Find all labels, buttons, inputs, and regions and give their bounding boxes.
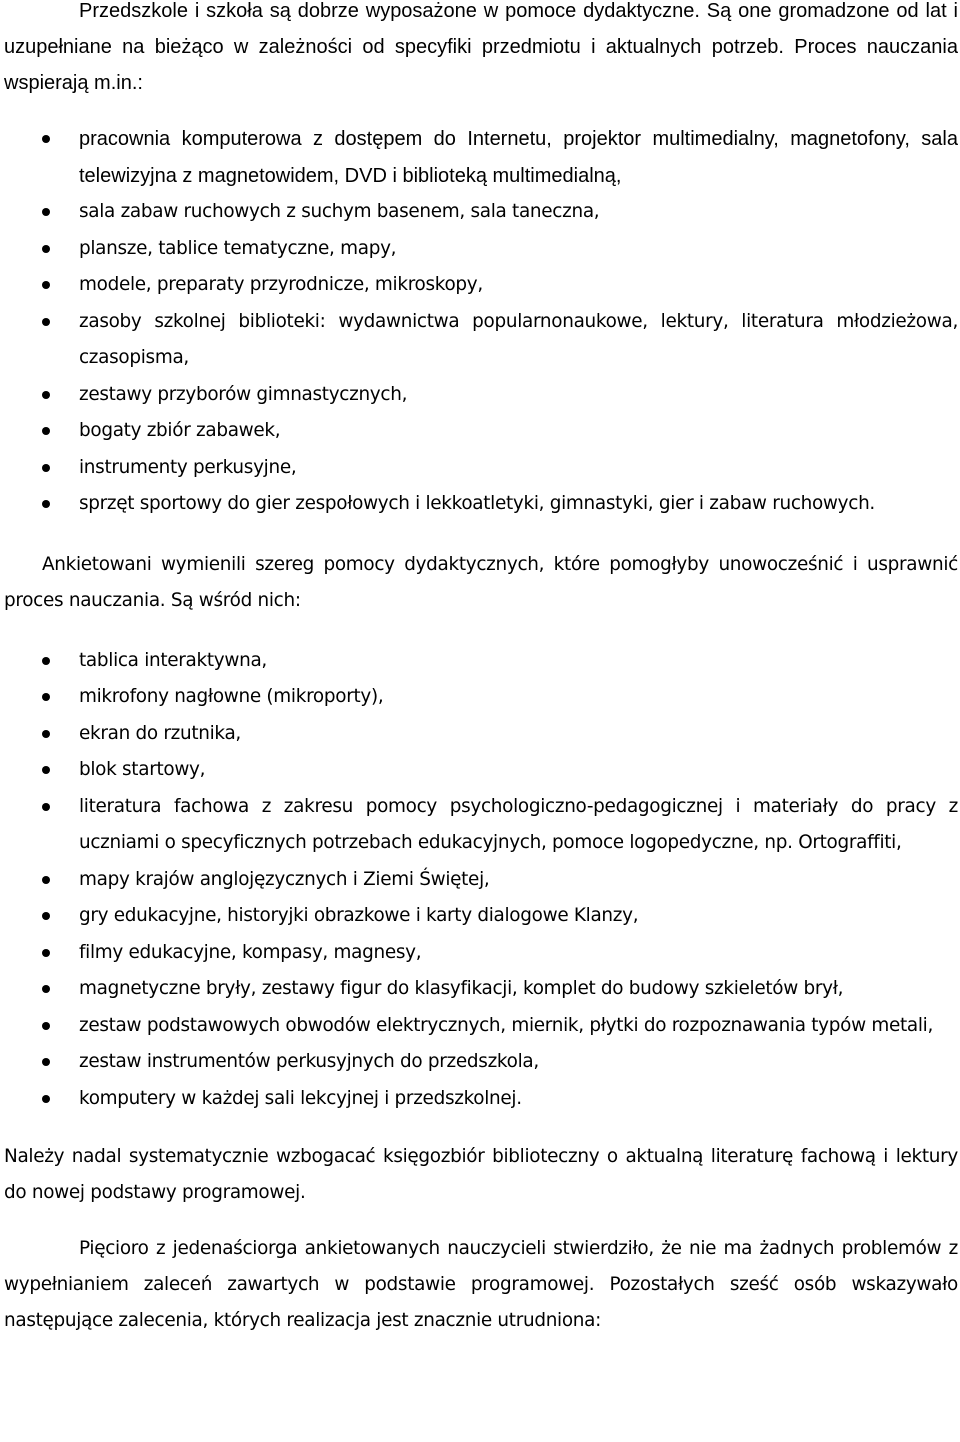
- list-item: literatura fachowa z zakresu pomocy psychologiczno-pedagogicznej i materiały do pracy z uczniami o specyficznych potrzebach edukacyjnych, pomoce logopedyczne, np. Ortograffiti,: [4, 789, 958, 862]
- intro-paragraph: Przedszkole i szkoła są dobrze wyposażone w pomoce dydaktyczne. Są one gromadzone od lat i uzupełniane na bieżąco w zależności od specyfiki przedmiotu i aktualnych potrzeb. Proces nauczania wspierają m.in.:: [4, 0, 958, 94]
- list-item: modele, preparaty przyrodnicze, mikroskopy,: [4, 267, 958, 304]
- equipment-list: [4, 121, 958, 523]
- list-item: komputery w każdej sali lekcyjnej i przedszkolnej.: [4, 1081, 958, 1118]
- list-item: magnetyczne bryły, zestawy figur do klasyfikacji, komplet do budowy szkieletów brył,: [4, 971, 958, 1008]
- list-item: filmy edukacyjne, kompasy, magnesy,: [4, 935, 958, 972]
- list-item: mikrofony nagłowne (mikroporty),: [4, 679, 958, 716]
- survey-paragraph: Ankietowani wymienili szereg pomocy dydaktycznych, które pomogłyby unowocześnić i usprawnić proces nauczania. Są wśród nich:: [4, 553, 958, 611]
- list-item: ekran do rzutnika,: [4, 716, 958, 753]
- list-item: blok startowy,: [4, 752, 958, 789]
- list-item: instrumenty perkusyjne,: [4, 450, 958, 487]
- teachers-paragraph: Pięcioro z jedenaściorga ankietowanych nauczycieli stwierdziło, że nie ma żadnych problemów z wypełnianiem zaleceń zawartych w podstawie programowej. Pozostałych sześć osób wskazywało następujące zalecenia, których realizacja jest znacznie utrudniona:: [4, 1238, 958, 1331]
- library-paragraph: Należy nadal systematycznie wzbogacać księgozbiór biblioteczny o aktualną literaturę fachową i lektury do nowej podstawy programowej.: [4, 1146, 958, 1203]
- list-item: mapy krajów anglojęzycznych i Ziemi Świętej,: [4, 862, 958, 899]
- list-item: zasoby szkolnej biblioteki: wydawnictwa popularnonaukowe, lektury, literatura młodzieżowa, czasopisma,: [4, 304, 958, 377]
- list-item: pracownia komputerowa z dostępem do Internetu, projektor multimedialny, magnetofony, sala telewizyjna z magnetowidem, DVD i biblioteką multimedialną,: [4, 121, 958, 194]
- list-item: bogaty zbiór zabawek,: [4, 413, 958, 450]
- list-item: zestawy przyborów gimnastycznych,: [4, 377, 958, 414]
- list-item: gry edukacyjne, historyjki obrazkowe i karty dialogowe Klanzy,: [4, 898, 958, 935]
- list-item: sprzęt sportowy do gier zespołowych i lekkoatletyki, gimnastyki, gier i zabaw ruchowych.: [4, 486, 958, 523]
- list-item: tablica interaktywna,: [4, 643, 958, 680]
- list-item: sala zabaw ruchowych z suchym basenem, sala taneczna,: [4, 194, 958, 231]
- list-item: plansze, tablice tematyczne, mapy,: [4, 231, 958, 268]
- document-page: [4, 0, 958, 1339]
- list-item: zestaw podstawowych obwodów elektrycznych, miernik, płytki do rozpoznawania typów metali,: [4, 1008, 958, 1045]
- needs-list: [4, 643, 958, 1118]
- list-item: zestaw instrumentów perkusyjnych do przedszkola,: [4, 1044, 958, 1081]
